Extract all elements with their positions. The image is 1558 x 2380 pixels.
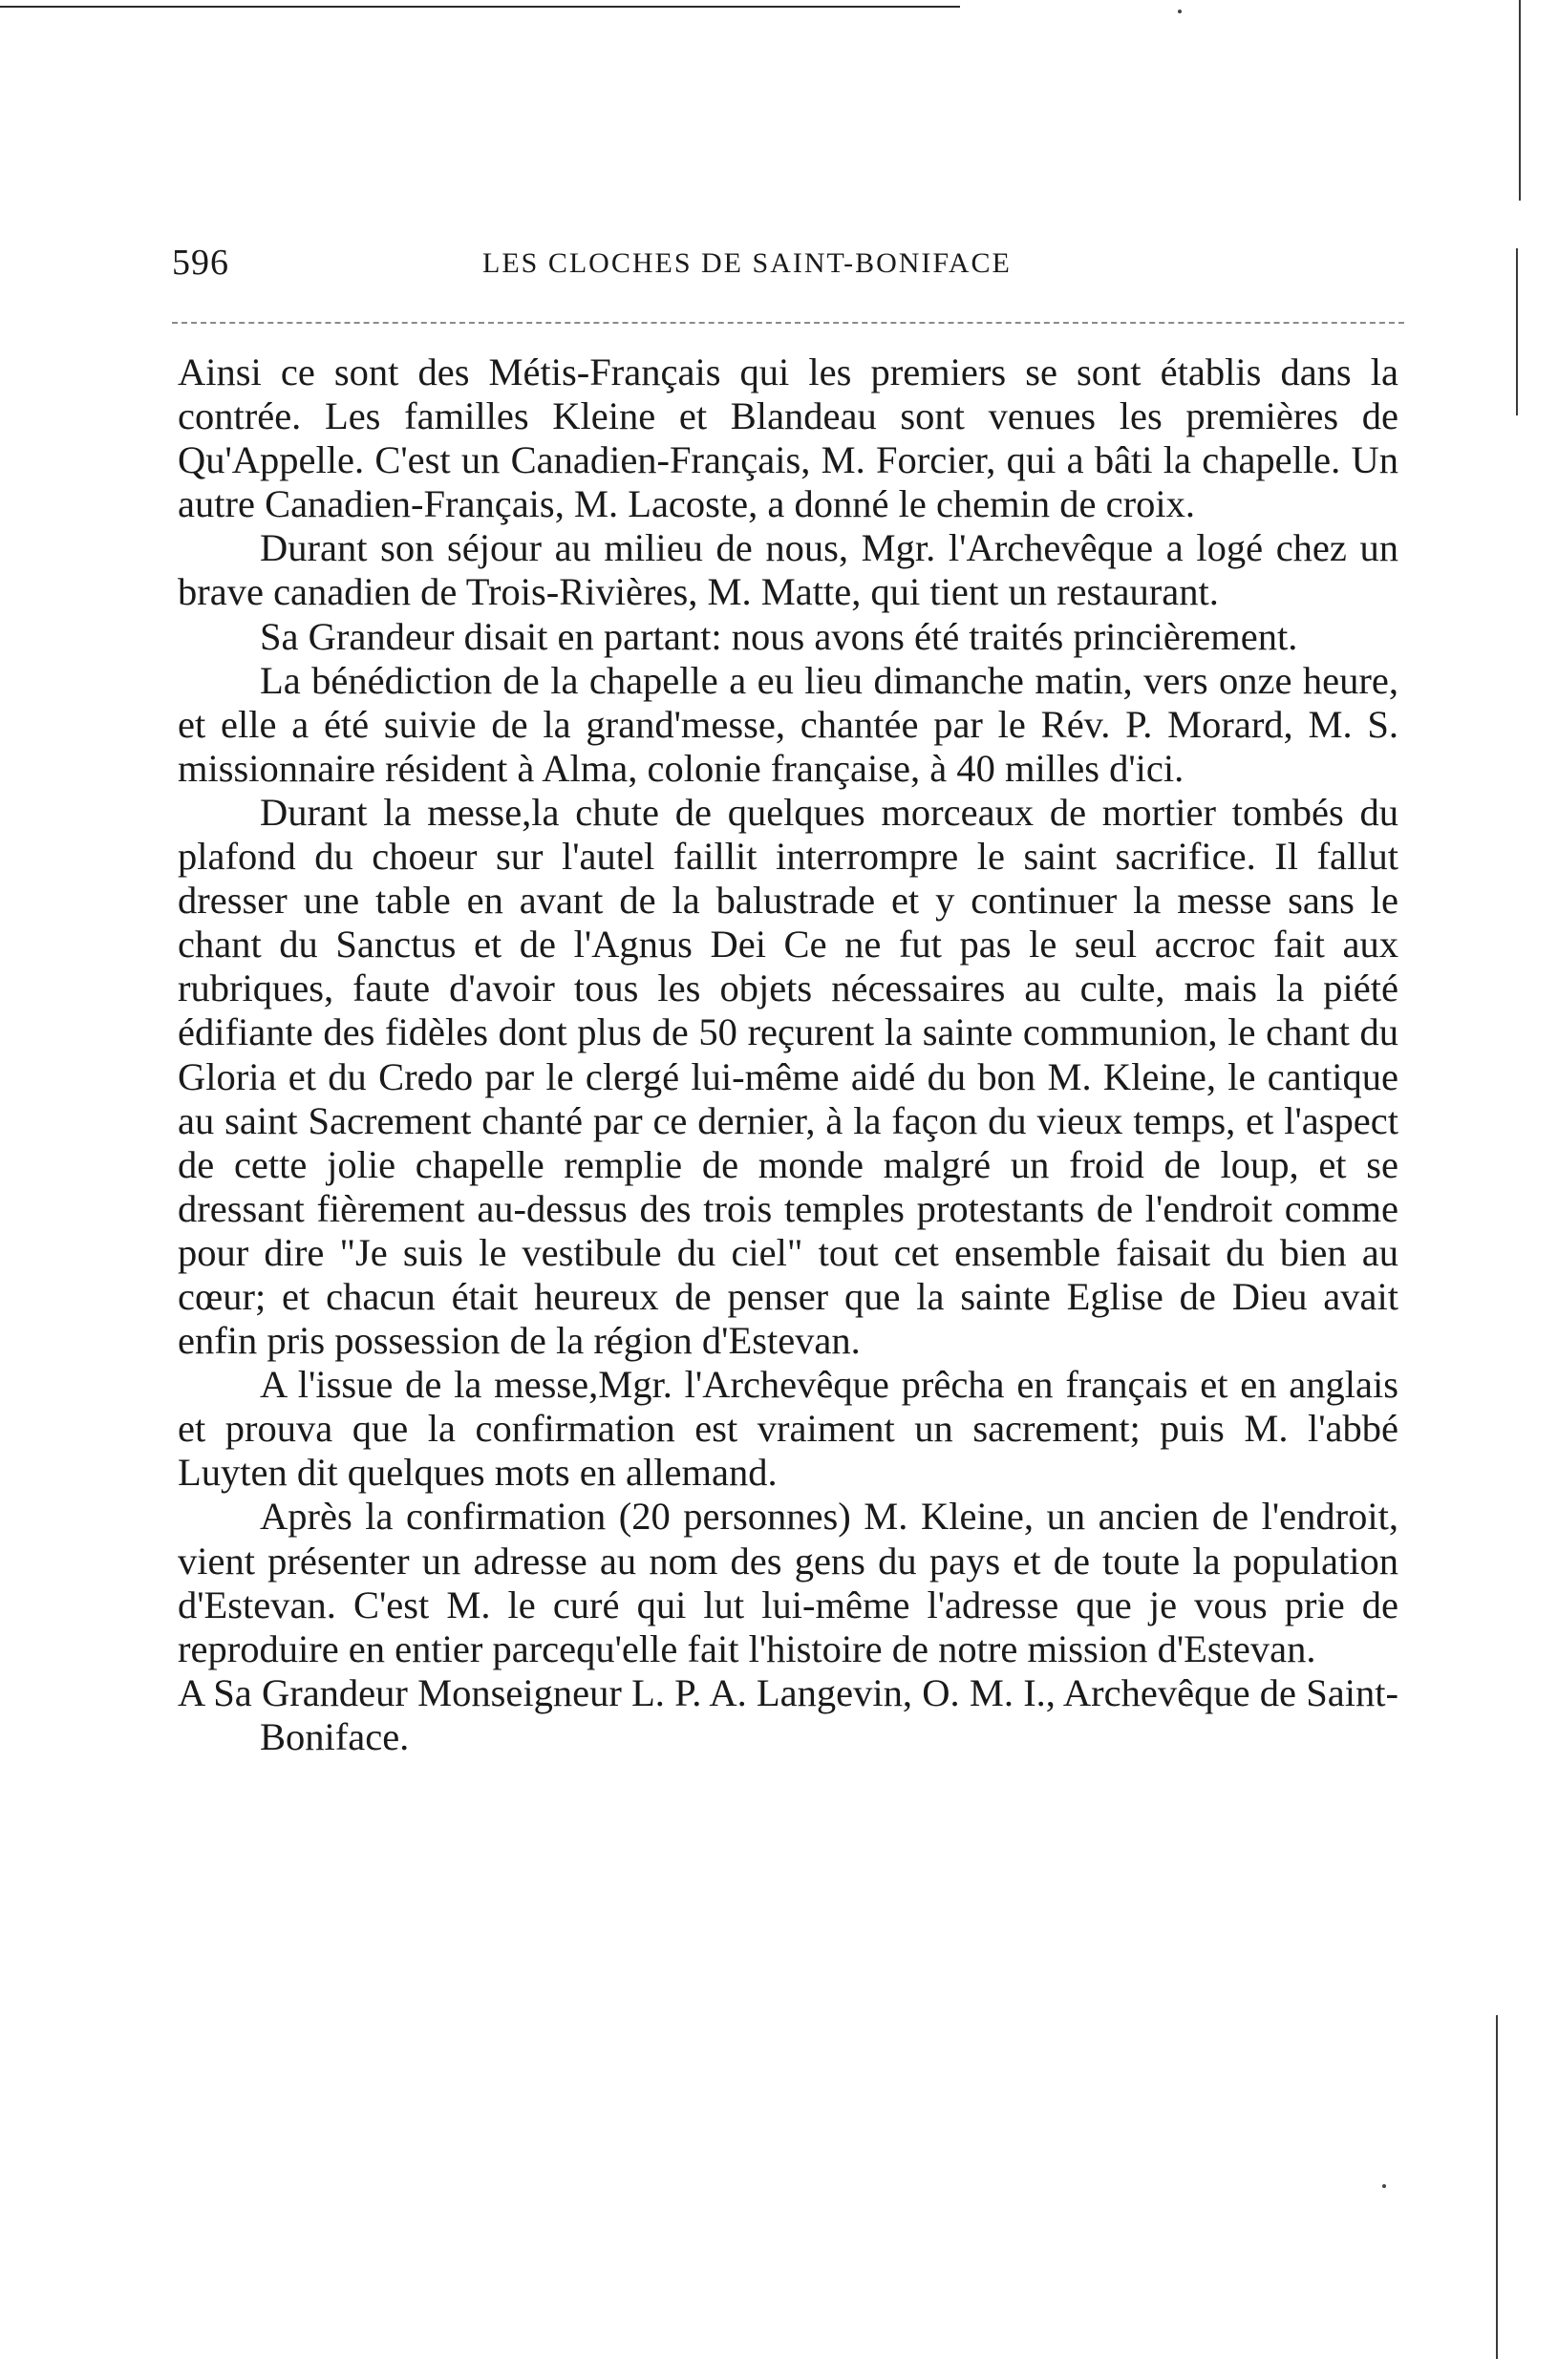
- header-rule: [172, 322, 1404, 324]
- paragraph: Sa Grandeur disait en partant: nous avons été traités princièrement.: [260, 614, 1298, 658]
- paragraph: Durant son séjour au milieu de nous, Mgr. l'Archevêque a logé chez un brave canadien de Trois-Rivières, M. Matte, qui tient un restaurant.: [178, 526, 1398, 614]
- scan-right-edge-mark: [1519, 0, 1521, 201]
- scan-top-border: [0, 6, 960, 8]
- scan-right-edge-mark: [1516, 248, 1518, 415]
- running-head: [172, 242, 1404, 299]
- scan-speck: [1178, 10, 1182, 13]
- running-title: LES CLOCHES DE SAINT-BONIFACE: [482, 247, 1012, 279]
- scan-speck: [1382, 2184, 1386, 2188]
- paragraph: La bénédiction de la chapelle a eu lieu dimanche matin, vers onze heure, et elle a été suivie de la grand'messe, chantée par le Rév. P. Morard, M. S. missionnaire résident à Alma, colonie française, à 40 milles d'ici.: [178, 658, 1398, 790]
- scan-right-edge-mark: [1496, 2015, 1498, 2359]
- paragraph: Ainsi ce sont des Métis-Français qui les premiers se sont établis dans la contrée. Les familles Kleine et Blandeau sont venues les premières de Qu'Appelle. C'est un Canadien-Français, M. Forcier, qui a bâti la chapelle. Un autre Canadien-Français, M. Lacoste, a donné le chemin de croix.: [178, 351, 1398, 526]
- paragraph: A l'issue de la messe,Mgr. l'Archevêque prêcha en français et en anglais et prouva que la confirmation est vraiment un sacrement; puis M. l'abbé Luyten dit quelques mots en allemand.: [178, 1363, 1398, 1495]
- page-number: 596: [172, 243, 229, 283]
- addressee-line: A Sa Grandeur Monseigneur L. P. A. Langevin, O. M. I., Archevêque de Saint-Boniface.: [178, 1670, 1398, 1758]
- paragraph: Après la confirmation (20 personnes) M. Kleine, un ancien de l'endroit, vient présenter un adresse au nom des gens du pays et de toute la population d'Estevan. C'est M. le curé qui lut lui-même l'adresse que je vous prie de reproduire en entier parcequ'elle fait l'histoire de notre mission d'Estevan.: [178, 1495, 1398, 1670]
- body-text: [178, 351, 1398, 1759]
- paragraph: Durant la messe,la chute de quelques morceaux de mortier tombés du plafond du choeur sur l'autel faillit interrompre le saint sacrifice. Il fallut dresser une table en avant de la balustrade et y continuer la messe sans le chant du Sanctus et de l'Agnus Dei Ce ne fut pas le seul accroc fait aux rubriques, faute d'avoir tous les objets nécessaires au culte, mais la piété édifiante des fidèles dont plus de 50 reçurent la sainte communion, le chant du Gloria et du Credo par le clergé lui-même aidé du bon M. Kleine, le cantique au saint Sacrement chanté par ce dernier, à la façon du vieux temps, et l'aspect de cette jolie chapelle remplie de monde malgré un froid de loup, et se dressant fièrement au-dessus des trois temples protestants de l'endroit comme pour dire "Je suis le vestibule du ciel" tout cet ensemble faisait du bien au cœur; et chacun était heureux de penser que la sainte Eglise de Dieu avait enfin pris possession de la région d'Estevan.: [178, 790, 1398, 1363]
